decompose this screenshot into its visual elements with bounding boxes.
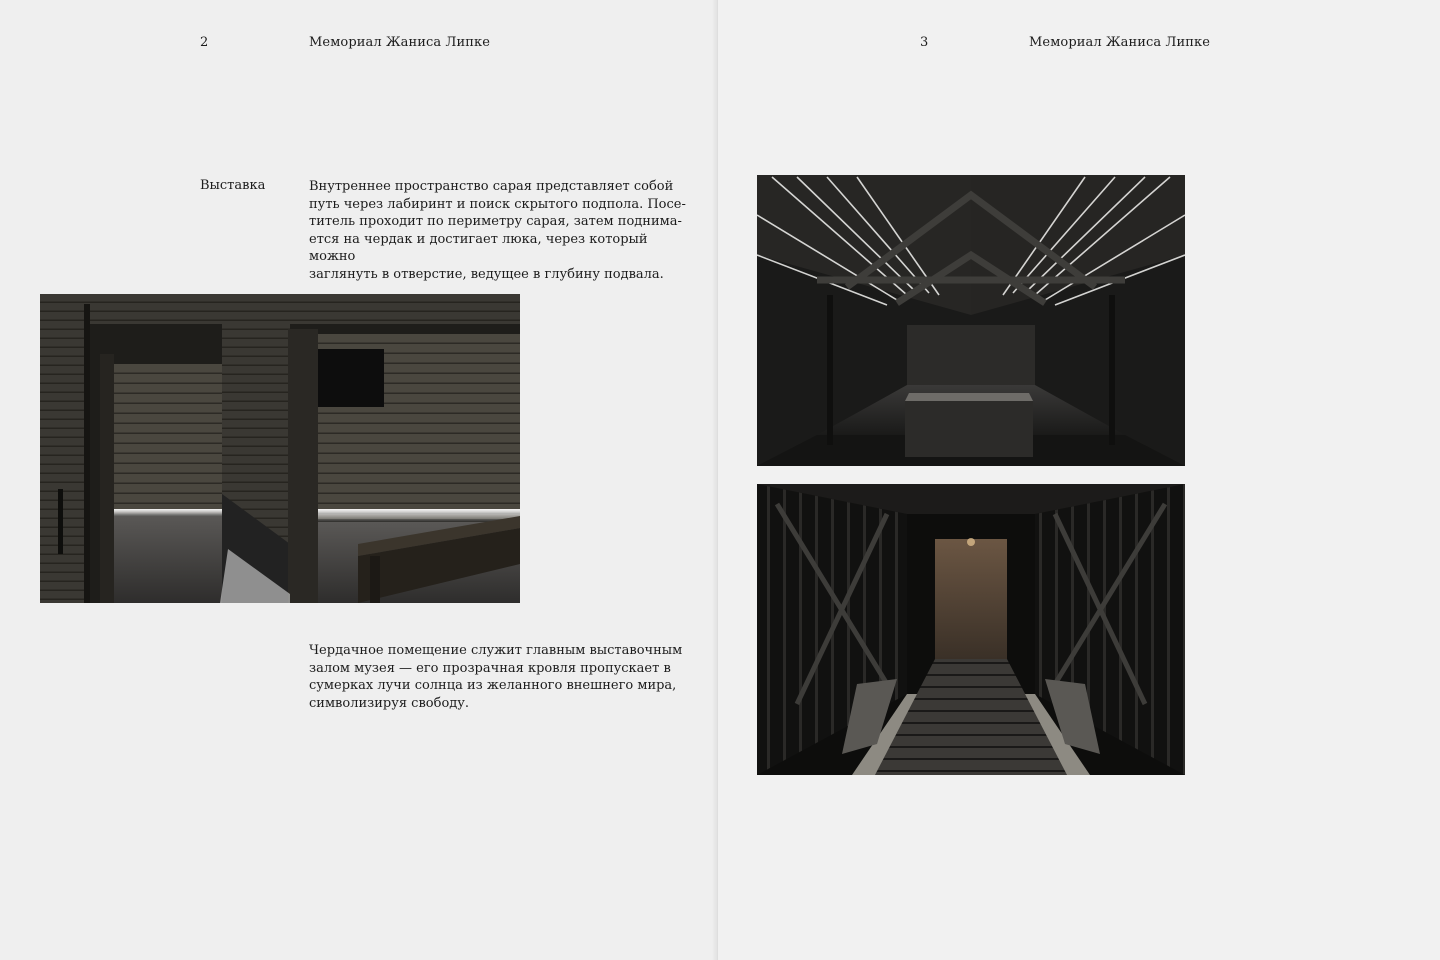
running-head-right: Мемориал Жаниса Липке xyxy=(1029,35,1211,50)
left-page xyxy=(0,0,718,960)
right-page xyxy=(718,0,1440,960)
running-head-left: Мемориал Жаниса Липке xyxy=(309,35,491,50)
attic-hall-photo xyxy=(757,175,1185,466)
attic-paragraph: Чердачное помещение служит главным выставочным залом музея — его прозрачная кровля пропускает в сумерках лучи солнца из желанного внешнего мира, символизируя свободу. xyxy=(309,643,683,711)
labyrinth-interior-photo xyxy=(40,294,520,603)
intro-paragraph: Внутреннее пространство сарая представляет собой путь через лабиринт и поиск скрытого подпола. Посе- титель проходит по периметру сарая, затем поднима- ется на чердак и достигает люка, через который можно заглянуть в отверстие, ведущее в глубину подвала. xyxy=(309,179,686,282)
page-number-right: 3 xyxy=(920,35,929,50)
page-number-left: 2 xyxy=(200,35,209,50)
section-label: Выставка xyxy=(200,178,266,193)
corridor-photo xyxy=(757,484,1185,775)
